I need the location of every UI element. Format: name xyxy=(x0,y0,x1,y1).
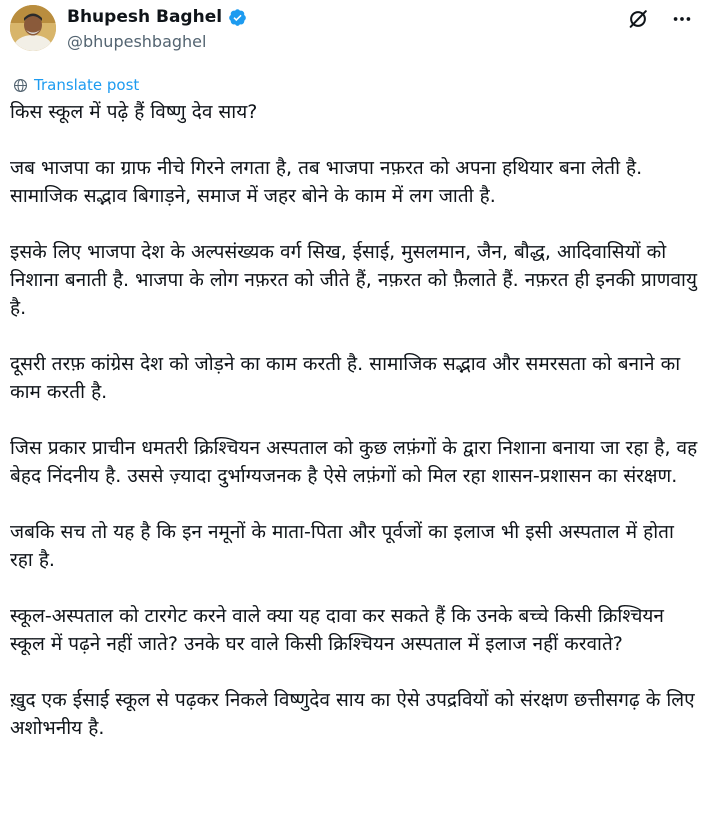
globe-icon xyxy=(13,78,28,93)
post-paragraph: किस स्कूल में पढ़े हैं विष्णु देव साय? xyxy=(10,101,258,123)
post-text xyxy=(10,98,700,742)
header-actions xyxy=(627,8,693,30)
post-paragraph: दूसरी तरफ़ कांग्रेस देश को जोड़ने का काम करती है. सामाजिक सद्भाव और समरसता को बनाने का काम करती है. xyxy=(10,353,681,403)
avatar-image xyxy=(10,5,56,51)
avatar[interactable] xyxy=(10,5,56,51)
post-paragraph: जब भाजपा का ग्राफ नीचे गिरने लगता है, तब भाजपा नफ़रत को अपना हथियार बना लेती है. सामाजिक सद्भाव बिगाड़ने, समाज में जहर बोने के काम में लग जाती है. xyxy=(10,157,643,207)
verified-badge-icon xyxy=(228,8,247,27)
post-paragraph: स्कूल-अस्पताल को टारगेट करने वाले क्या यह दावा कर सकते हैं कि उनके बच्चे किसी क्रिश्चियन स्कूल में पढ़ने नहीं जाते? उनके घर वाले किसी क्रिश्चियन अस्पताल में इलाज नहीं करवाते? xyxy=(10,605,664,655)
post-paragraph: ख़ुद एक ईसाई स्कूल से पढ़कर निकले विष्णुदेव साय का ऐसे उपद्रवियों को संरक्षण छत्तीसगढ़ के लिए अशोभनीय है. xyxy=(10,689,695,739)
post-header xyxy=(0,0,707,72)
translate-post-label[interactable]: Translate post xyxy=(34,76,140,94)
more-options-icon[interactable] xyxy=(671,8,693,30)
translate-post-link[interactable] xyxy=(13,76,139,94)
author-name-row[interactable] xyxy=(67,7,247,27)
post-paragraph: इसके लिए भाजपा देश के अल्पसंख्यक वर्ग सिख, ईसाई, मुसलमान, जैन, बौद्ध, आदिवासियों को निशाना बनाती है. भाजपा के लोग नफ़रत को जीते हैं, नफ़रत को फ़ैलाते हैं. नफ़रत ही इनकी प्राणवायु है. xyxy=(10,241,697,319)
author-display-name[interactable]: Bhupesh Baghel xyxy=(67,7,223,27)
post-paragraph: जबकि सच तो यह है कि इन नमूनों के माता-पिता और पूर्वजों का इलाज भी इसी अस्पताल में होता रहा है. xyxy=(10,521,674,571)
post-paragraph: जिस प्रकार प्राचीन धमतरी क्रिश्चियन अस्पताल को कुछ लफ़ंगों के द्वारा निशाना बनाया जा रहा है, वह बेहद निंदनीय है. उससे ज़्यादा दुर्भाग्यजनक है ऐसे लफ़ंगों को मिल रहा शासन-प्रशासन का संरक्षण. xyxy=(10,437,698,487)
author-handle[interactable]: @bhupeshbaghel xyxy=(67,32,207,51)
grok-icon[interactable] xyxy=(627,8,649,30)
